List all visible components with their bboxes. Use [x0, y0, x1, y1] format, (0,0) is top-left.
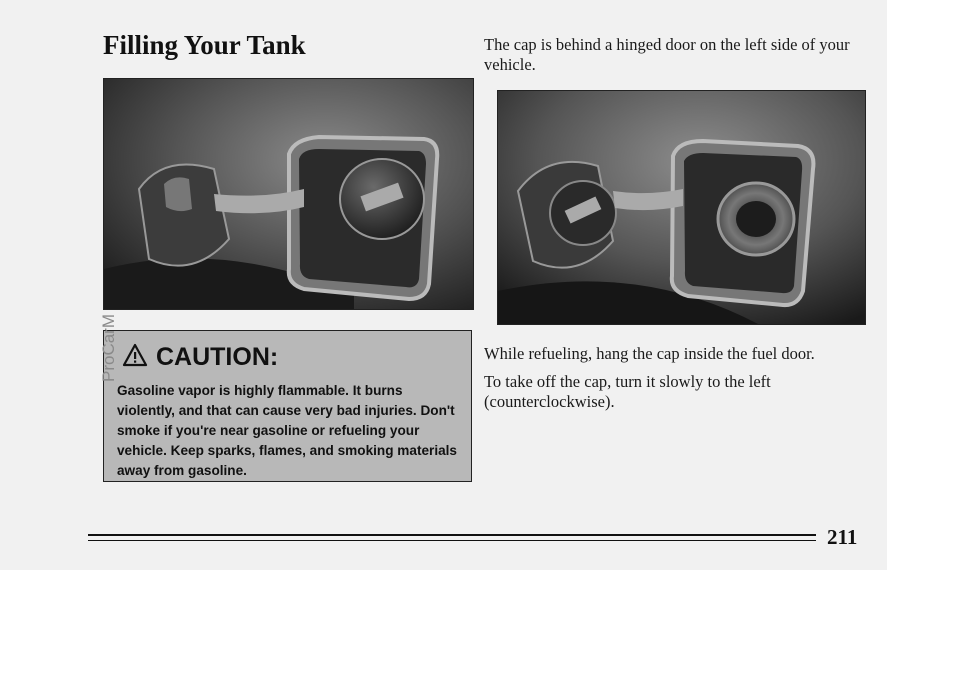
page-title: Filling Your Tank: [103, 30, 306, 60]
watermark-text: ProCarM: [99, 313, 118, 382]
caution-heading: CAUTION:: [156, 343, 279, 371]
footer-rule: [88, 534, 816, 536]
fuel-door-cap-photo: [103, 78, 474, 310]
cap-removal-paragraph: To take off the cap, turn it slowly to the left (counterclockwise).: [484, 372, 771, 411]
caution-header: [122, 343, 278, 372]
caution-text: Gasoline vapor is highly flammable. It burns violently, and that can cause very bad injuries. Don't smoke if you're near gasoline or refueling your vehicle. Keep sparks, flames, and smoking materials away from gasoline.: [117, 383, 457, 478]
warning-triangle-icon: [122, 343, 148, 372]
page-number: 211: [827, 525, 858, 549]
intro-paragraph: The cap is behind a hinged door on the left side of your vehicle.: [484, 35, 850, 74]
refueling-paragraph: While refueling, hang the cap inside the fuel door.: [484, 344, 815, 363]
caution-box: [103, 330, 472, 482]
fuel-filler-open-photo: [497, 90, 866, 325]
footer-rule-thin: [88, 540, 816, 541]
